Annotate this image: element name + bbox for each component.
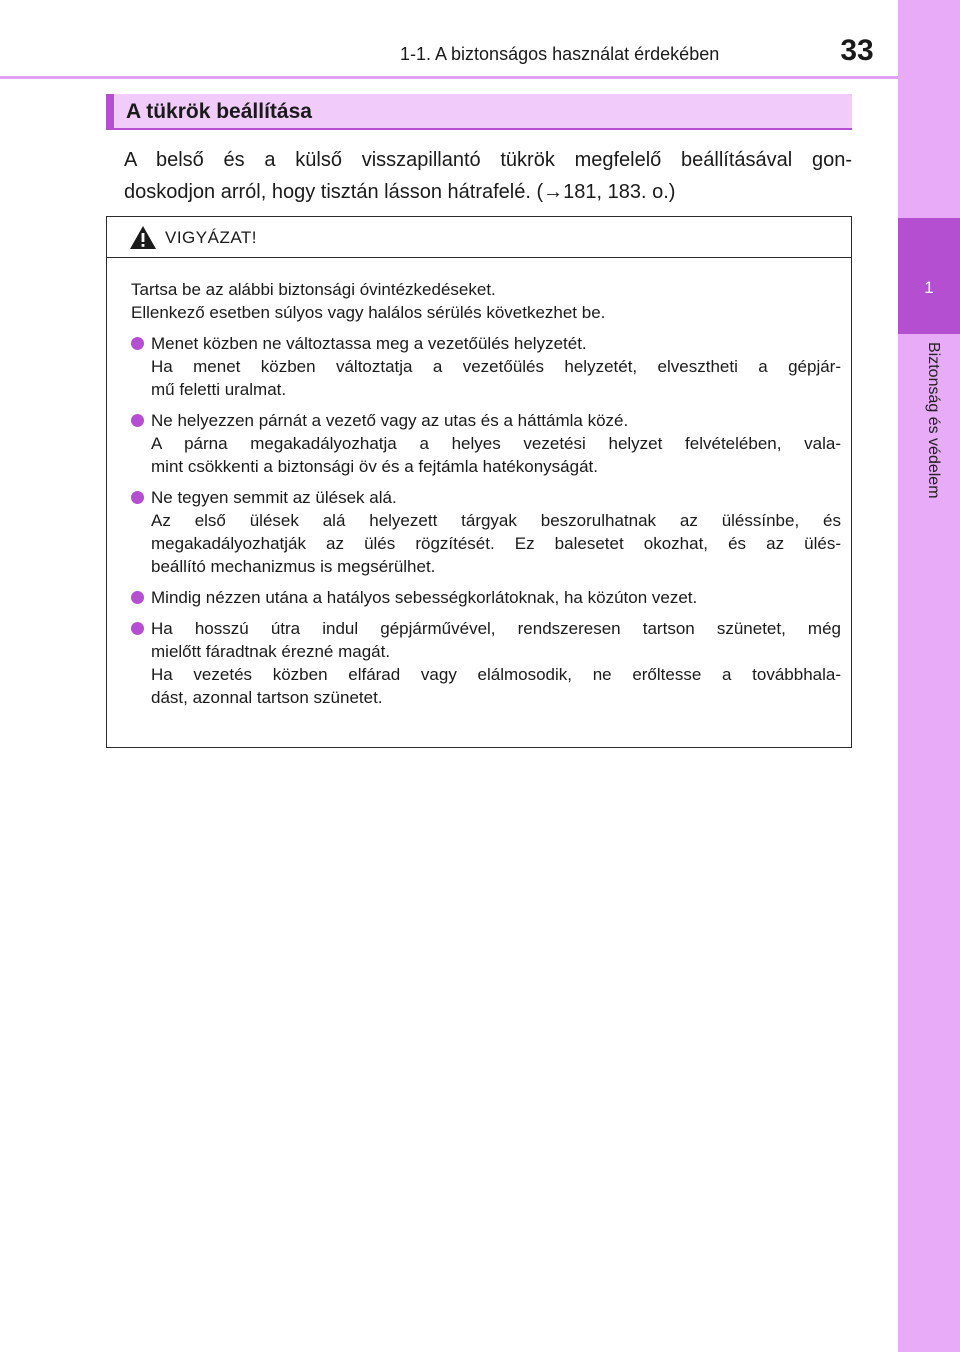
warning-item-line: Ha vezetés közben elfárad vagy elálmosodik, ne erőltesse a továbbhala- [151, 665, 841, 684]
chapter-number: 1 [924, 278, 934, 297]
warning-item-line: Ne tegyen semmit az ülések alá. [151, 488, 397, 507]
warning-item-line: megakadályozhatják az ülés rögzítését. Ez balesetet okozhat, és az ülés- [151, 534, 841, 553]
warning-triangle-icon [129, 225, 157, 250]
warning-item-line: Ha hosszú útra indul gépjárművével, rendszeresen tartson szünetet, még [151, 619, 841, 638]
section-heading: A tükrök beállítása [106, 94, 852, 130]
side-tab [898, 0, 960, 1352]
warning-box [106, 216, 852, 748]
chapter-title: Biztonság és védelem [925, 342, 942, 499]
intro-line: doskodjon arról, hogy tisztán lásson hátrafelé. (→181, 183. o.) [124, 181, 676, 203]
warning-header [107, 217, 851, 258]
warning-item [131, 486, 841, 578]
warning-item-line: mű feletti uralmat. [151, 380, 287, 399]
intro-line: A belső és a külső visszapillantó tükrök megfelelő beállításával gon- [124, 149, 852, 171]
warning-intro [131, 278, 841, 324]
warning-item [131, 586, 841, 609]
warning-item-line: Ne helyezzen párnát a vezető vagy az utas és a háttámla közé. [151, 411, 629, 430]
warning-item-line: dást, azonnal tartson szünetet. [151, 688, 383, 707]
bullet-dot-icon [131, 491, 144, 504]
warning-body [107, 258, 851, 709]
warning-item-line: Ha menet közben változtatja a vezetőülés helyzetét, elvesztheti a gépjár- [151, 357, 841, 376]
header-title: 1-1. A biztonságos használat érdekében [400, 44, 720, 64]
header-rule [0, 76, 898, 79]
warning-item-line: Az első ülések alá helyezett tárgyak beszorulhatnak az üléssínbe, és [151, 511, 841, 530]
warning-intro-line: Tartsa be az alábbi biztonsági óvintézkedéseket. [131, 280, 496, 299]
chapter-block [898, 218, 960, 334]
bullet-dot-icon [131, 414, 144, 427]
page-number: 33 [840, 34, 874, 67]
warning-label: VIGYÁZAT! [165, 228, 258, 247]
warning-item-line: mint csökkenti a biztonsági öv és a fejtámla hatékonyságát. [151, 457, 598, 476]
warning-list [131, 332, 841, 709]
warning-item-line: mielőtt fáradtnak érezné magát. [151, 642, 391, 661]
warning-item-line: Mindig nézzen utána a hatályos sebességkorlátoknak, ha közúton vezet. [151, 588, 698, 607]
warning-item-line: beállító mechanizmus is megsérülhet. [151, 557, 436, 576]
warning-item [131, 617, 841, 709]
section-intro [124, 144, 852, 208]
warning-item-line: Menet közben ne változtassa meg a vezetőülés helyzetét. [151, 334, 587, 353]
bullet-dot-icon [131, 337, 144, 350]
warning-item [131, 332, 841, 401]
warning-item [131, 409, 841, 478]
warning-intro-line: Ellenkező esetben súlyos vagy halálos sérülés következhet be. [131, 303, 606, 322]
bullet-dot-icon [131, 622, 144, 635]
warning-item-line: A párna megakadályozhatja a helyes vezetési helyzet felvételében, vala- [151, 434, 841, 453]
bullet-dot-icon [131, 591, 144, 604]
